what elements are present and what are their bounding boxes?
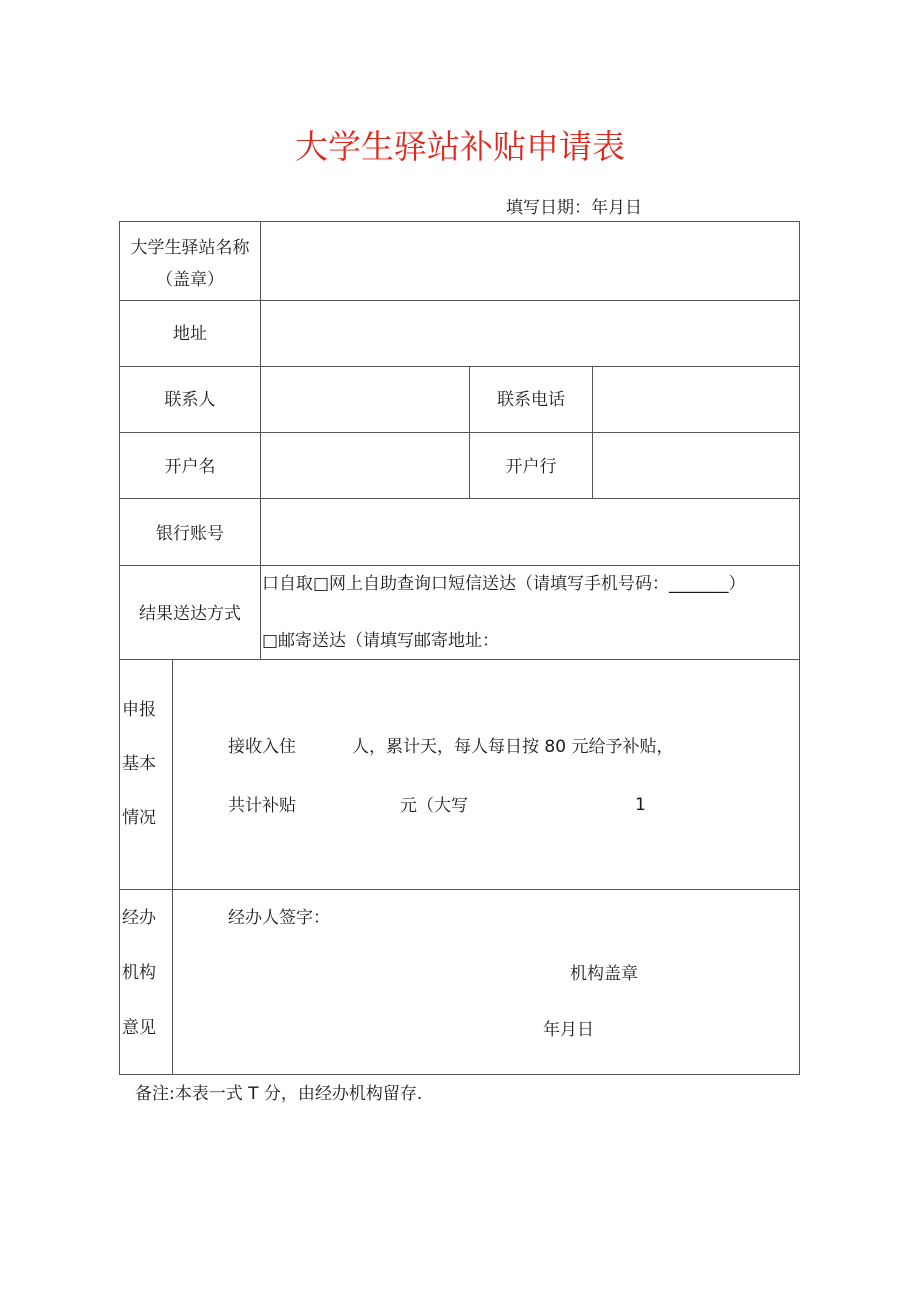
bank-field[interactable] [593, 433, 799, 498]
row-divider [120, 889, 799, 890]
report-line1-prefix: 接收入住 [228, 737, 296, 757]
delivery-options-line2[interactable]: □邮寄送达（请填写邮寄地址： [262, 631, 500, 651]
contact-label: 联系人 [164, 390, 216, 410]
row-divider [120, 565, 799, 566]
report-line1-suffix: 人，累计天，每人每日按 80 元给予补贴， [352, 737, 674, 757]
agency-date-label: 年月日 [543, 1020, 594, 1040]
fill-date-label: 填写日期：年月日 [506, 198, 642, 218]
contact-field[interactable] [261, 367, 469, 432]
account-name-field[interactable] [261, 433, 469, 498]
phone-label: 联系电话 [497, 390, 565, 410]
agency-seal-label: 机构盖章 [570, 964, 638, 984]
footer-note: 备注:本表一式 T 分，由经办机构留存. [135, 1084, 423, 1104]
report-line2-prefix: 共计补贴 [228, 796, 296, 816]
row-divider [120, 659, 799, 660]
address-label: 地址 [173, 324, 207, 344]
bank-account-field[interactable] [261, 499, 799, 565]
agency-section-label: 经办 机构 意见 [122, 908, 156, 1038]
report-line2-middle: 元（大写 [400, 796, 468, 816]
account-name-label: 开户名 [164, 457, 216, 477]
column-divider [172, 659, 173, 1075]
bank-account-label: 银行账号 [156, 524, 224, 544]
station-name-label: 大学生驿站名称 （盖章） [130, 238, 250, 290]
document-title: 大学生驿站补贴申请表 [295, 127, 625, 166]
report-section-label: 申报 基本 情况 [122, 700, 156, 828]
application-form-table [119, 221, 800, 1075]
report-line2-end: 1 [635, 795, 646, 815]
address-field[interactable] [261, 301, 799, 366]
agency-signature-label: 经办人签字： [228, 908, 330, 928]
phone-field[interactable] [593, 367, 799, 432]
delivery-method-label: 结果送达方式 [139, 604, 241, 624]
bank-label: 开户行 [505, 457, 557, 477]
delivery-options-line1[interactable]: 口自取□网上自助查询口短信送达（请填写手机号码：_______） [262, 574, 746, 594]
station-name-field[interactable] [261, 222, 799, 300]
